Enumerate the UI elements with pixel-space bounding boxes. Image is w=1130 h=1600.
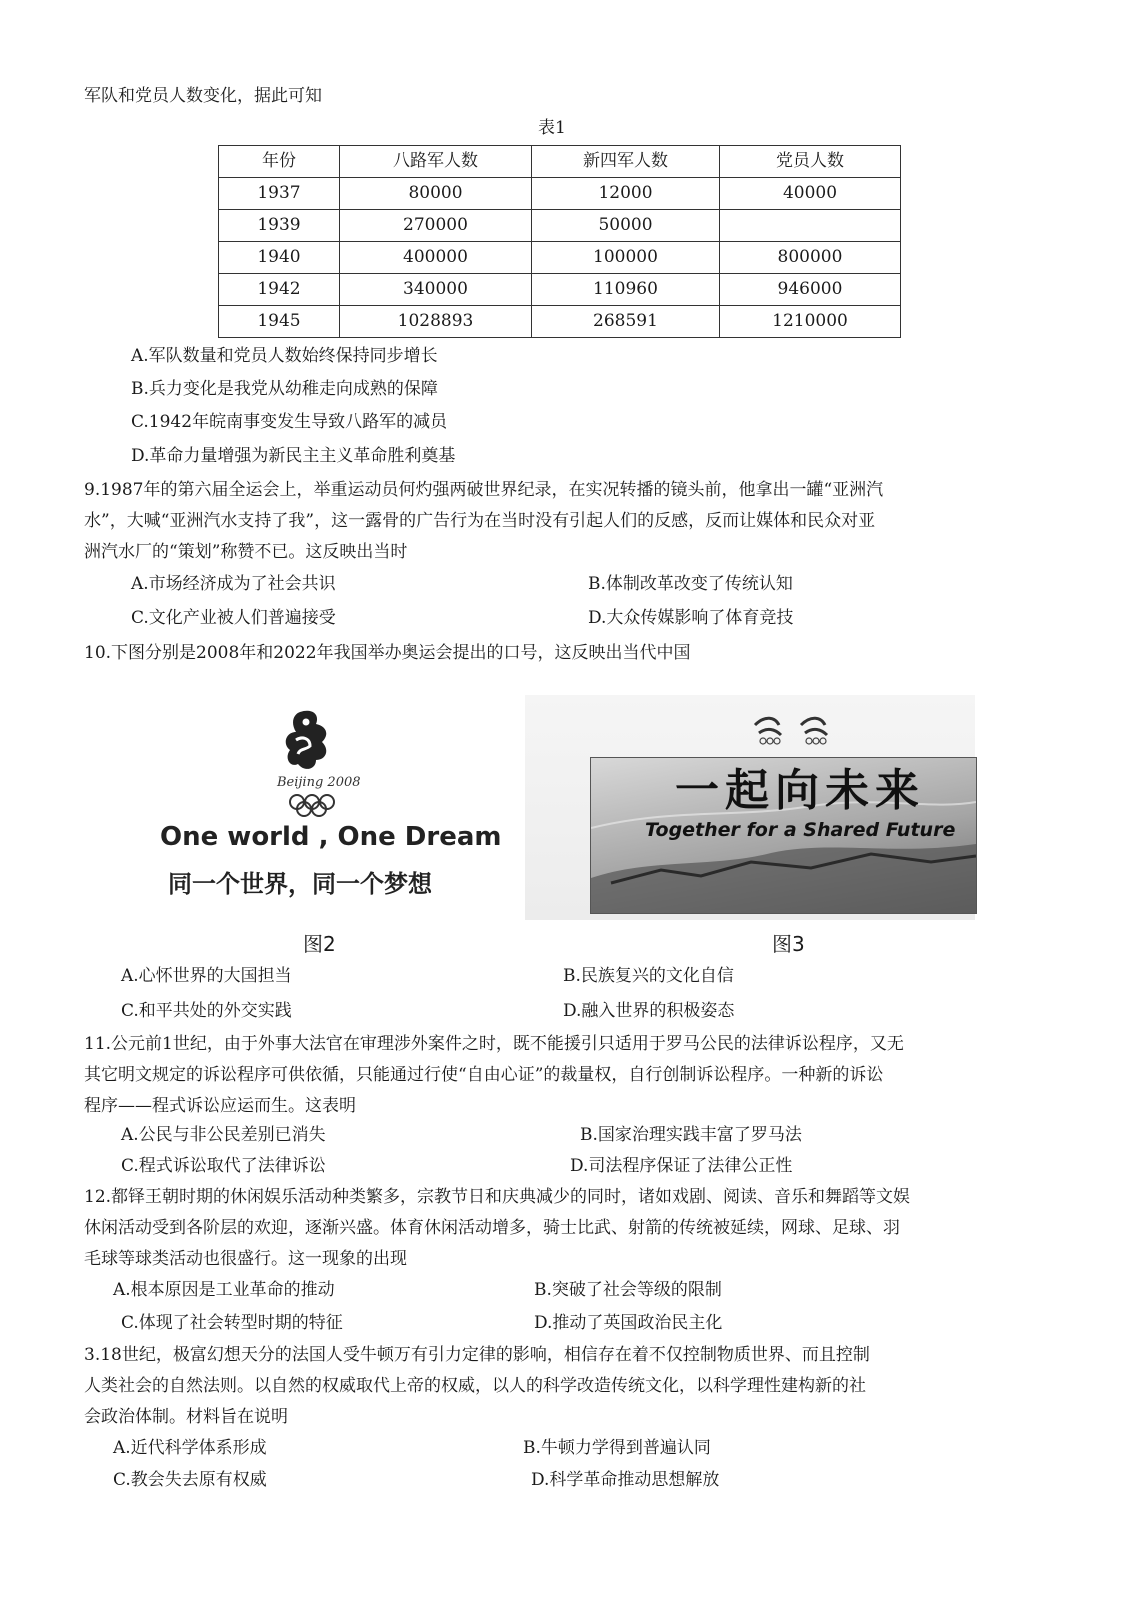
table-cell: 946000 bbox=[720, 274, 901, 306]
table-row bbox=[219, 274, 901, 306]
q9-option-d[interactable]: D.大众传媒影响了体育竞技 bbox=[588, 608, 794, 628]
fig3-slogan-en: Together for a Shared Future bbox=[645, 819, 956, 841]
q8-option-a[interactable]: A.军队数量和党员人数始终保持同步增长 bbox=[131, 346, 438, 366]
q12-option-b[interactable]: B.突破了社会等级的限制 bbox=[534, 1280, 722, 1300]
q12-stem-line-3: 毛球等球类活动也很盛行。这一现象的出现 bbox=[84, 1249, 407, 1269]
q9-stem-line-2: 水”，大喊“亚洲汽水支持了我”，这一露骨的广告行为在当时没有引起人们的反感，反而让媒体和民众对亚 bbox=[84, 511, 876, 531]
q11-option-b[interactable]: B.国家治理实践丰富了罗马法 bbox=[580, 1125, 802, 1145]
q12-stem-line-2: 休闲活动受到各阶层的欢迎，逐渐兴盛。体育休闲活动增多，骑士比武、射箭的传统被延续，网球、足球、羽 bbox=[84, 1218, 900, 1238]
table-cell: 800000 bbox=[720, 242, 901, 274]
q13-stem-line-2: 人类社会的自然法则。以自然的权威取代上帝的权威，以人的科学改造传统文化，以科学理性建构新的社 bbox=[84, 1376, 866, 1396]
q11-option-c[interactable]: C.程式诉讼取代了法律诉讼 bbox=[121, 1156, 326, 1176]
q9-stem-line-1: 9.1987年的第六届全运会上，举重运动员何灼强两破世界纪录，在实况转播的镜头前，他拿出一罐“亚洲汽 bbox=[84, 480, 884, 500]
q12-option-a[interactable]: A.根本原因是工业革命的推动 bbox=[113, 1280, 335, 1300]
table-header-row bbox=[219, 146, 901, 178]
q12-option-c[interactable]: C.体现了社会转型时期的特征 bbox=[121, 1313, 343, 1333]
table-cell: 110960 bbox=[532, 274, 720, 306]
table-cell: 40000 bbox=[720, 178, 901, 210]
table-cell: 80000 bbox=[340, 178, 532, 210]
troop-party-table bbox=[218, 145, 901, 338]
figure-3-caption: 图3 bbox=[772, 932, 805, 956]
q8-lead-text: 军队和党员人数变化，据此可知 bbox=[84, 86, 322, 106]
q10-option-d[interactable]: D.融入世界的积极姿态 bbox=[563, 1001, 735, 1021]
table-row bbox=[219, 306, 901, 338]
table-header: 新四军人数 bbox=[532, 146, 720, 178]
fig2-slogan-en: One world , One Dream bbox=[160, 822, 502, 852]
q10-stem-line-1: 10.下图分别是2008年和2022年我国举办奥运会提出的口号，这反映出当代中国 bbox=[84, 643, 691, 663]
table-cell: 1945 bbox=[219, 306, 340, 338]
q11-stem-line-1: 11.公元前1世纪，由于外事大法官在审理涉外案件之时，既不能援引只适用于罗马公民的法律诉讼程序，又无 bbox=[84, 1034, 904, 1054]
q8-option-c[interactable]: C.1942年皖南事变发生导致八路军的减员 bbox=[131, 412, 448, 432]
q8-option-b[interactable]: B.兵力变化是我党从幼稚走向成熟的保障 bbox=[131, 379, 438, 399]
q12-stem-line-1: 12.都铎王朝时期的休闲娱乐活动种类繁多，宗教节日和庆典减少的同时，诸如戏剧、阅读、音乐和舞蹈等文娱 bbox=[84, 1187, 911, 1207]
fig2-slogan-cn: 同一个世界，同一个梦想 bbox=[168, 870, 432, 898]
table-cell: 50000 bbox=[532, 210, 720, 242]
q9-option-c[interactable]: C.文化产业被人们普遍接受 bbox=[131, 608, 336, 628]
table-cell: 268591 bbox=[532, 306, 720, 338]
fig3-slogan-cn: 一起向未来 bbox=[675, 765, 925, 816]
q13-stem-line-1: 3.18世纪，极富幻想天分的法国人受牛顿万有引力定律的影响，相信存在着不仅控制物质世界、而且控制 bbox=[84, 1345, 870, 1365]
table-cell: 1939 bbox=[219, 210, 340, 242]
table-cell: 100000 bbox=[532, 242, 720, 274]
q8-option-d[interactable]: D.革命力量增强为新民主主义革命胜利奠基 bbox=[131, 446, 456, 466]
q13-option-a[interactable]: A.近代科学体系形成 bbox=[113, 1438, 267, 1458]
q11-stem-line-3: 程序——程式诉讼应运而生。这表明 bbox=[84, 1096, 356, 1116]
table-cell: 1028893 bbox=[340, 306, 532, 338]
q10-option-a[interactable]: A.心怀世界的大国担当 bbox=[121, 966, 292, 986]
figure-2-beijing-2008 bbox=[150, 700, 502, 930]
table-header: 年份 bbox=[219, 146, 340, 178]
table-row bbox=[219, 210, 901, 242]
beijing-2022-emblem bbox=[745, 707, 865, 747]
table-cell: 340000 bbox=[340, 274, 532, 306]
q9-stem-line-3: 洲汽水厂的“策划”称赞不已。这反映出当时 bbox=[84, 542, 408, 562]
table-cell: 270000 bbox=[340, 210, 532, 242]
q11-option-a[interactable]: A.公民与非公民差别已消失 bbox=[121, 1125, 326, 1145]
q13-option-c[interactable]: C.教会失去原有权威 bbox=[113, 1470, 267, 1490]
table-cell: 1942 bbox=[219, 274, 340, 306]
q13-option-d[interactable]: D.科学革命推动思想解放 bbox=[531, 1470, 720, 1490]
table-cell: 1937 bbox=[219, 178, 340, 210]
q11-option-d[interactable]: D.司法程序保证了法律公正性 bbox=[570, 1156, 793, 1176]
q11-stem-line-2: 其它明文规定的诉讼程序可供依循，只能通过行使“自由心证”的裁量权，自行创制诉讼程序。一种新的诉讼 bbox=[84, 1065, 884, 1085]
q9-option-a[interactable]: A.市场经济成为了社会共识 bbox=[131, 574, 336, 594]
q13-option-b[interactable]: B.牛顿力学得到普遍认同 bbox=[523, 1438, 711, 1458]
table-cell: 1210000 bbox=[720, 306, 901, 338]
table-caption: 表1 bbox=[538, 118, 566, 138]
q10-option-c[interactable]: C.和平共处的外交实践 bbox=[121, 1001, 292, 1021]
table-header: 八路军人数 bbox=[340, 146, 532, 178]
figure-2-caption: 图2 bbox=[303, 932, 336, 956]
q10-option-b[interactable]: B.民族复兴的文化自信 bbox=[563, 966, 734, 986]
figure-3-beijing-2022 bbox=[525, 695, 975, 920]
table-cell: 400000 bbox=[340, 242, 532, 274]
table-row bbox=[219, 178, 901, 210]
table-header: 党员人数 bbox=[720, 146, 901, 178]
q9-option-b[interactable]: B.体制改革改变了传统认知 bbox=[588, 574, 793, 594]
table-cell bbox=[720, 210, 901, 242]
table-cell: 12000 bbox=[532, 178, 720, 210]
q13-stem-line-3: 会政治体制。材料旨在说明 bbox=[84, 1407, 288, 1427]
table-cell: 1940 bbox=[219, 242, 340, 274]
q12-option-d[interactable]: D.推动了英国政治民主化 bbox=[534, 1313, 723, 1333]
table-row bbox=[219, 242, 901, 274]
beijing-2008-logo-text: Beijing 2008 bbox=[277, 775, 361, 790]
